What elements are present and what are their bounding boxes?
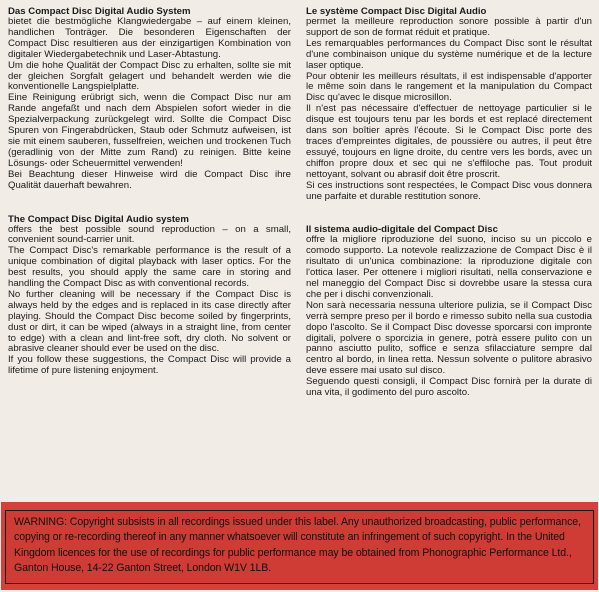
english-paragraph: If you follow these suggestions, the Compact Disc will provide a lifetime of pure listening enjoyment. — [8, 354, 291, 377]
french-section — [306, 6, 592, 202]
copyright-warning-text: WARNING: Copyright subsists in all recordings issued under this label. Any unauthorized broadcasting, public performance, copying or re-recording thereof in any manner whatsoever will constitute an infringement of such copyright. In the United Kingdom licences for the use of recordings for public performance may be obtained from Phonographic Performance Ltd., Ganton House, 14-22 Ganton Street, London W1V 1LB. — [14, 516, 581, 575]
french-paragraph: Les remarquables performances du Compact Disc sont le résultat d'une combinaison unique du système numérique et de la lecture laser optique. — [306, 37, 592, 71]
german-paragraph: Bei Beachtung dieser Hinweise wird die Compact Disc ihre Qualität dauerhaft bewahren. — [8, 168, 291, 191]
english-section — [8, 214, 291, 378]
italian-paragraph: offre la migliore riproduzione del suono, inciso su un piccolo e comodo supporto. La notevole realizzazione de Compact Disc è il risultato di un'unica combinazione: la riproduzione digitale con l'ottica laser. Per ottenere i migliori risultati, nella conservazione e nel maneggio del Compact Disc si dovrebbe usare la stessa cura che per i dischi convenzionali. — [306, 234, 592, 300]
german-paragraph: bietet die bestmögliche Klangwiedergabe – auf einem kleinen, handlichen Tonträger. Die besonderen Eigenschaften der Compact Disc resultieren aus der einzigartigen Kombination von digitaler Wiedergabetechnik und Laser-Abtastung. — [8, 16, 291, 60]
copyright-warning-box — [5, 510, 594, 584]
german-heading: Das Compact Disc Digital Audio System — [8, 6, 191, 17]
italian-heading: Il sistema audio-digitale del Compact Disc — [306, 224, 498, 236]
left-column — [8, 6, 291, 377]
italian-section — [306, 224, 592, 399]
english-paragraph: No further cleaning will be necessary if the Compact Disc is always held by the edges and is replaced in its case directly after playing. Should the Compact Disc become soiled by fingerprints, dust or dirt, it can be wiped (always in a straight line, from center to edge) with a clean and lint-free soft, dry cloth. No solvent or abrasive cleaner should ever be used on the disc. — [8, 288, 291, 355]
french-heading: Le système Compact Disc Digital Audio — [306, 6, 487, 17]
french-paragraph: permet la meilleure reproduction sonore possible à partir d'un support de son de format réduit et pratique. — [306, 16, 592, 38]
french-paragraph: Il n'est pas nécessaire d'effectuer de nettoyage particulier si le disque est toujours tenu par les bords et est replacé directement dans son boîtier après l'écoute. Si le Compact Disc porte des traces d'empreintes digitales, de poussière ou autres, il peut être essuyé, toujours en ligne droite, du centre vers les bords, avec un chiffon propre doux et sec qui ne s'effiloche pas. Tout produit nettoyant, solvant ou abrasif doit être proscrit. — [306, 103, 592, 180]
german-section — [8, 6, 291, 192]
italian-paragraph: Seguendo questi consigli, il Compact Disc fornirà per la durate di una vita, il godimento del puro ascolto. — [306, 376, 592, 399]
english-paragraph: offers the best possible sound reproduction – on a small, convenient sound-carrier unit. — [8, 223, 291, 246]
german-paragraph: Eine Reinigung erübrigt sich, wenn die Compact Disc nur am Rande angefaßt und nach dem Abspielen sofort wieder in die Spezialverpackung zurückgelegt wird. Sollte die Compact Disc Spuren von Fingerabdrücken, Staub oder Schmutz aufweisen, ist sie mit einem sauberen, fusselfreien, weichen und trockenen Tuch (geradlinig von der Mitte zum Rand) zu reinigen. Bitte keine Lösungs- oder Scheuermittel verwenden! — [8, 92, 291, 169]
right-column — [306, 6, 592, 399]
english-heading: The Compact Disc Digital Audio system — [8, 213, 189, 225]
english-paragraph: The Compact Disc's remarkable performance is the result of a unique combination of digital playback with laser optics. For the best results, you should apply the same care in storing and handling the Compact Disc as with conventional records. — [8, 245, 291, 290]
italian-paragraph: Non sarà necessaria nessuna ulteriore pulizia, se il Compact Disc verrà sempre preso per il bordo e rimesso subito nella sua custodia dopo l'ascolto. Se il Compact Disc dovesse sporcarsi con impronte digitali, polvere o sporcizia in genere, potrà essere pulito con un panno asciutto pulito, soffice e senza sfilacciature sempre dal centro al bordo, in linea retta. Nessun solvente o pulitore abrasivo deve essere mai usato sul disco. — [306, 299, 592, 377]
french-paragraph: Si ces instructions sont respectées, le Compact Disc vous donnera une parfaite et durable restitution sonore. — [306, 179, 592, 202]
french-paragraph: Pour obtenir les meilleurs résultats, il est indispensable d'apporter le même soin dans le rangement et la manipulation du Compact Disc qu'avec le disque microsillon. — [306, 70, 592, 104]
german-paragraph: Um die hohe Qualität der Compact Disc zu erhalten, sollte sie mit der gleichen Sorgfalt gelagert und behandelt werden wie die konventionelle Langspielplatte. — [8, 59, 291, 93]
copyright-warning-band — [1, 502, 598, 590]
